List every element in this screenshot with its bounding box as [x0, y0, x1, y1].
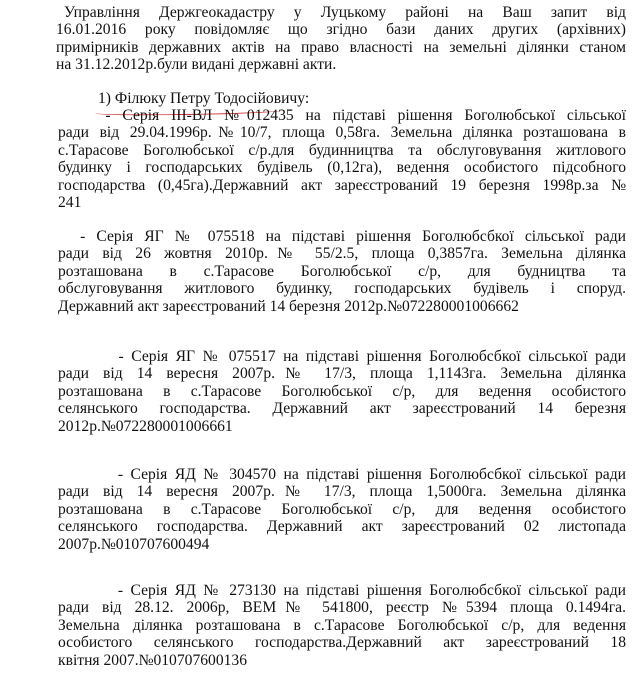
- entry-line: 2012р.№072280001006661: [58, 417, 233, 435]
- entry-line: ради від 26 жовтня 2010р.№ 55/2.5, площа 0,3857га. Земельна ділянка: [58, 245, 626, 263]
- entry-line: Земельна ділянка розташована в с.Тарасове Боголюбської с/р, для ведення: [58, 616, 626, 634]
- entry-line: ради від 29.04.1996р.№10/7, площа 0,58га. Земельна ділянка розташована в: [58, 124, 626, 142]
- intro-line: на 31.12.2012р.були видані державні акти.: [56, 56, 337, 74]
- intro-line: примірників державних актів на право власності на земельні ділянки станом: [56, 38, 626, 56]
- entry-line: 241: [58, 194, 82, 212]
- entry-line: с.Тарасове Боголюбської с/р.для будинництва та обслуговування житлового: [58, 141, 626, 159]
- entry-line: розташована в с.Тарасове Боголюбської с/р, для ведення особистого: [58, 500, 626, 518]
- entry-paragraph: [58, 107, 626, 211]
- entry-line: ради від 28.12. 2006р, ВЕМ№ 541800, реєстр №5394 площа 0.1494га.: [58, 599, 626, 617]
- entry-line: 2007р.№010707600494: [58, 535, 210, 553]
- entry-paragraph: [58, 348, 626, 435]
- entry-line: Державний акт зареєстрований 14 березня 2012р.№072280001006662: [58, 297, 519, 315]
- entry-paragraph: [58, 466, 626, 553]
- entry-line: - Серія ІІІ-ВЛ №012435 на підставі рішення Боголюбської сільської: [58, 107, 626, 124]
- entry-line: - Серія ЯД № 273130 на підставі рішення Боголюбсбкої сільської ради: [58, 582, 626, 599]
- intro-line: 16.01.2016 року повідомляє що згідно бази даних других (архівних): [56, 21, 626, 39]
- entry-line: ради від 14 вересня 2007р.№ 17/3, площа 1,1143га. Земельна ділянка: [58, 365, 626, 383]
- entry-paragraph: [58, 228, 626, 315]
- entry-line: розташована в с.Тарасове Боголюбської с/р, для будництва та: [58, 262, 626, 280]
- entry-line: розташована в с.Тарасове Боголюбської с/р, для ведення особистого: [58, 382, 626, 400]
- entry-line: - Серія ЯГ № 075517 на підставі рішення Боголюбсбкої сільської ради: [58, 348, 626, 365]
- entry-line: селянського господарства. Державний акт зареєстрований 02 листопада: [58, 518, 626, 536]
- entry-line: - Серія ЯД № 304570 на підставі рішення Боголюбсбкої сільської ради: [58, 466, 626, 483]
- intro-paragraph: [58, 4, 626, 74]
- entry-line: ради від 14 вересня 2007р.№ 17/3, площа 1,5000га. Земельна ділянка: [58, 483, 626, 501]
- entry-line: квітня 2007.№010707600136: [58, 651, 248, 669]
- entry-line: особистого селянського господарства.Державний акт зареєстрований 18: [58, 634, 626, 652]
- entry-line: селянського господарства. Державний акт зареєстрований 14 березня: [58, 400, 626, 418]
- entry-line: будинку і господарських будівель (0,12га), ведення особистого підсобного: [58, 159, 626, 177]
- entry-line: господарства (0,45га).Державний акт зареєстрований 19 березня 1998р.за №: [58, 176, 626, 194]
- entry-line: - Серія ЯГ № 075518 на підставі рішення Боголюбсбкої сільської ради: [58, 228, 626, 245]
- intro-line: Управління Держгеокадастру у Луцькому районі на Ваш запит від: [64, 4, 626, 21]
- owner-heading: 1) Філюку Петру Тодосійовичу:: [98, 90, 310, 107]
- entry-line: обслуговування житлового будинку, господарських будівель і споруд.: [58, 280, 626, 298]
- entry-paragraph: [58, 582, 626, 669]
